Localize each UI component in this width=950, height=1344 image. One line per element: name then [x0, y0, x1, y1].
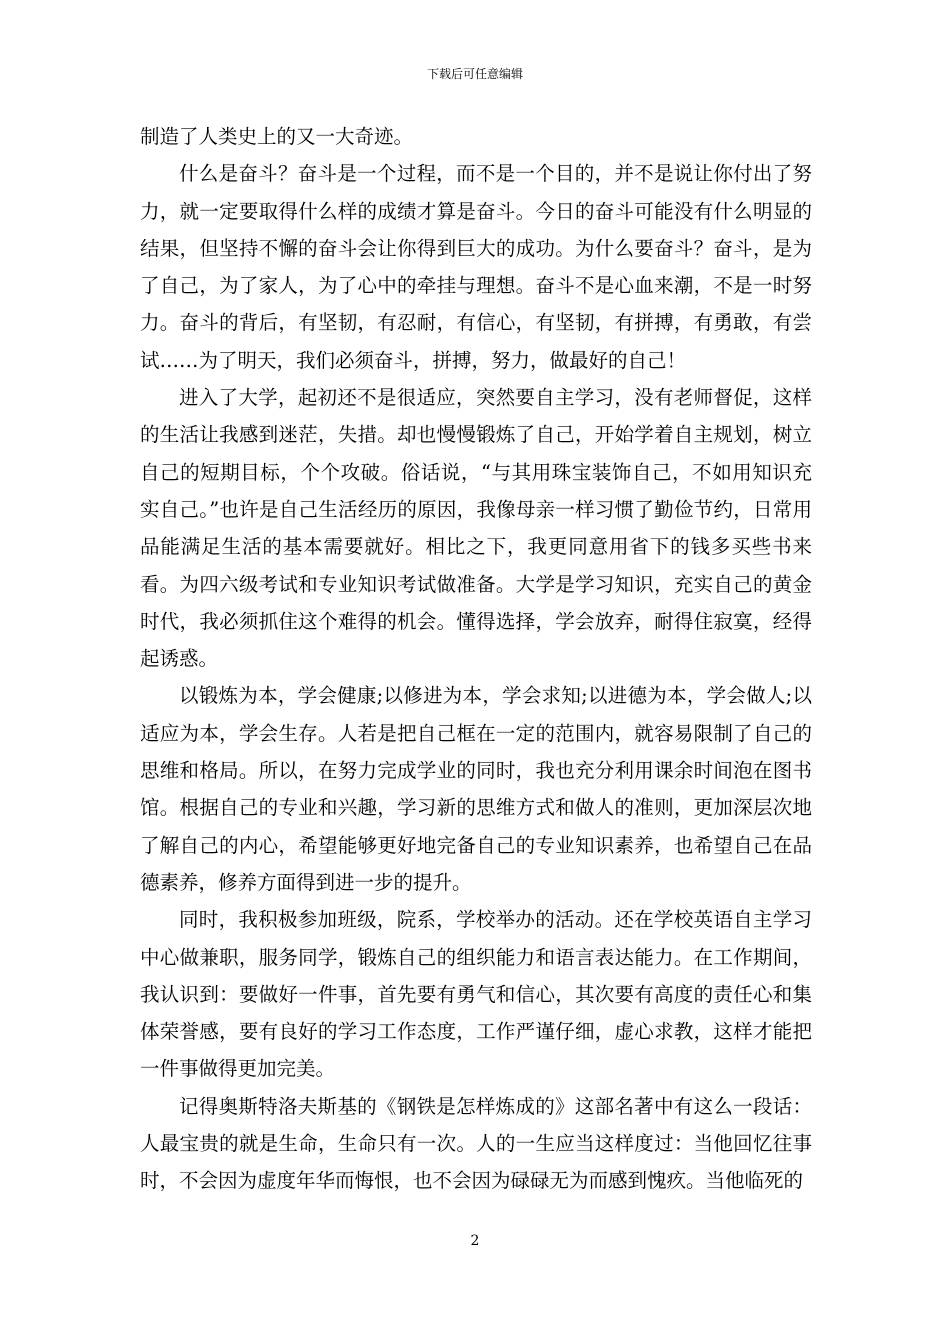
paragraph-continuation: 制造了人类史上的又一大奇迹。: [140, 125, 414, 148]
paragraph-struggle: 什么是奋斗？奋斗是一个过程，而不是一个目的，并不是说让你付出了努力，就一定要取得什么样的成绩才算是奋斗。今日的奋斗可能没有什么明显的结果，但坚持不懈的奋斗会让你得到巨大的成功。为什么要奋斗？奋斗，是为了自己，为了家人，为了心中的牵挂与理想。奋斗不是心血来潮，不是一时努力。奋斗的背后，有坚韧，有忍耐，有信心，有坚韧，有拼搏，有勇敢，有尝试……为了明天，我们必须奋斗，拼搏，努力，做最好的自己！: [140, 162, 812, 372]
body-text: [140, 118, 812, 1200]
paragraph-self-improvement: 以锻炼为本，学会健康;以修进为本，学会求知;以进德为本，学会做人;以适应为本，学会生存。人若是把自己框在一定的范围内，就容易限制了自己的思维和格局。所以，在努力完成学业的同时，我也充分利用课余时间泡在图书馆。根据自己的专业和兴趣，学习新的思维方式和做人的准则，更加深层次地了解自己的内心，希望能够更好地完备自己的专业知识素养，也希望自己在品德素养，修养方面得到进一步的提升。: [140, 684, 812, 894]
paragraph-university: 进入了大学，起初还不是很适应，突然要自主学习，没有老师督促，这样的生活让我感到迷茫，失措。却也慢慢锻炼了自己，开始学着自主规划，树立自己的短期目标，个个攻破。俗话说，“与其用珠宝装饰自己，不如用知识充实自己。”也许是自己生活经历的原因，我像母亲一样习惯了勤俭节约，日常用品能满足生活的基本需要就好。相比之下，我更同意用省下的钱多买些书来看。为四六级考试和专业知识考试做准备。大学是学习知识，充实自己的黄金时代，我必须抓住这个难得的机会。懂得选择，学会放弃，耐得住寂寞，经得起诱惑。: [140, 386, 812, 671]
paragraph-activities: 同时，我积极参加班级，院系，学校举办的活动。还在学校英语自主学习中心做兼职，服务同学，锻炼自己的组织能力和语言表达能力。在工作期间，我认识到：要做好一件事，首先要有勇气和信心，其次要有高度的责任心和集体荣誉感，要有良好的学习工作态度，工作严谨仔细，虚心求教，这样才能把一件事做得更加完美。: [140, 908, 812, 1081]
page-header: 下载后可任意编辑: [426, 67, 523, 81]
page-number: 2: [470, 1233, 480, 1249]
paragraph-quote: 记得奥斯特洛夫斯基的《钢铁是怎样炼成的》这部名著中有这么一段话：人最宝贵的就是生命，生命只有一次。人的一生应当这样度过：当他回忆往事时，不会因为虚度年华而悔恨，也不会因为碌碌无为而感到愧疚。当他临死的: [140, 1094, 812, 1193]
